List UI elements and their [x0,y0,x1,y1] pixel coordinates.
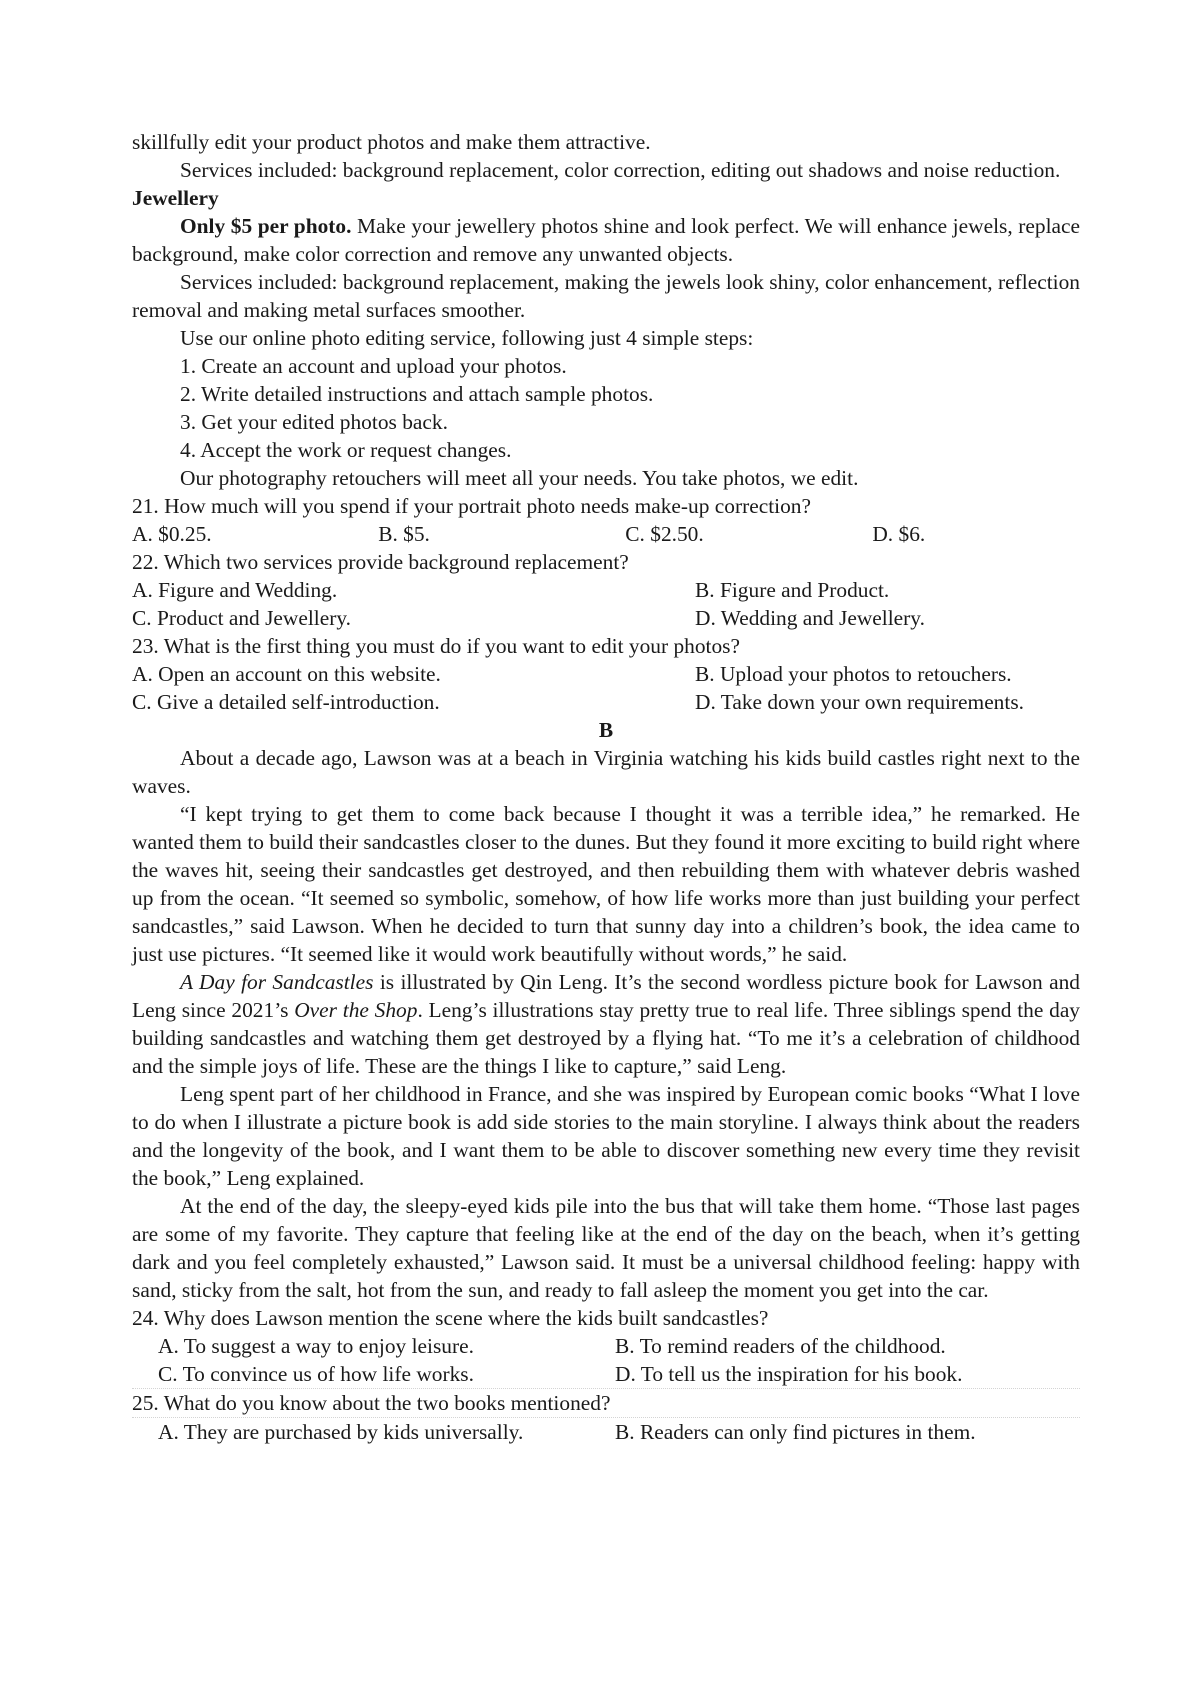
step-item: 2. Write detailed instructions and attach sample photos. [180,382,654,406]
question-25-stem: 25. What do you know about the two books mentioned? [132,1389,1080,1418]
option-a: A. Figure and Wedding. [132,578,338,602]
jewellery-desc [132,212,1080,268]
question-22-options-row2 [132,604,1080,632]
option-a: A. To suggest a way to enjoy leisure. [158,1334,474,1358]
intro-tail: skillfully edit your product photos and make them attractive. [132,130,651,154]
closing: Our photography retouchers will meet all your needs. You take photos, we edit. [180,466,859,490]
question-23-stem: 23. What is the first thing you must do if you want to edit your photos? [132,634,740,658]
option-c: C. Give a detailed self-introduction. [132,690,440,714]
option-c: C. To convince us of how life works. [158,1362,474,1386]
question-24-stem: 24. Why does Lawson mention the scene where the kids built sandcastles? [132,1306,769,1330]
option-c: C. $2.50. [625,522,704,546]
question-23-options-row1 [132,660,1080,688]
question-23-options-row2 [132,688,1080,716]
jewellery-desc-text: Make your jewellery photos shine and look perfect. We will enhance jewels, replace background, make color correction and remove any unwanted objects. [132,214,1080,266]
question-25-options-row1 [132,1418,1080,1446]
book-title: A Day for Sandcastles [180,970,374,994]
step-item: 1. Create an account and upload your photos. [180,354,567,378]
option-b: B. Readers can only find pictures in them. [615,1420,976,1444]
jewellery-services: Services included: background replacement, making the jewels look shiny, color enhancement, reflection removal and making metal surfaces smoother. [132,270,1080,322]
option-b: B. Figure and Product. [695,578,890,602]
step-item: 4. Accept the work or request changes. [180,438,512,462]
product-services: Services included: background replacement, color correction, editing out shadows and noise reduction. [180,158,1061,182]
section-b-heading: B [598,718,614,742]
question-22-options-row1 [132,576,1080,604]
option-d: D. To tell us the inspiration for his book. [615,1362,963,1386]
jewellery-price: Only $5 per photo. [180,214,352,238]
option-a: A. They are purchased by kids universally. [158,1420,524,1444]
exam-page [132,128,1080,1446]
passage-paragraph-2: “I kept trying to get them to come back because I thought it was a terrible idea,” he remarked. He wanted them to build their sandcastles closer to the dunes. But they found it more exciting to build right where the waves hit, seeing their sandcastles get destroyed, and then rebuilding them with whatever debris washed up from the ocean. “It seemed so symbolic, somehow, of how life works more than just building your perfect sandcastles,” said Lawson. When he decided to turn that sunny day into a children’s book, the idea came to just use pictures. “It seemed like it would work beautifully without words,” he said. [132,802,1080,966]
option-a: A. Open an account on this website. [132,662,441,686]
passage-paragraph-1: About a decade ago, Lawson was at a beach in Virginia watching his kids build castles right next to the waves. [132,746,1080,798]
option-b: B. Upload your photos to retouchers. [695,662,1012,686]
option-a: A. $0.25. [132,522,212,546]
question-22-stem: 22. Which two services provide background replacement? [132,550,629,574]
passage-paragraph-4: Leng spent part of her childhood in France, and she was inspired by European comic books “What I love to do when I illustrate a picture book is add side stories to the main storyline. I always think about the readers and the longevity of the book, and I want them to be able to discover something new every time they revisit the book,” Leng explained. [132,1082,1080,1190]
option-d: D. Take down your own requirements. [695,690,1024,714]
option-d: D. $6. [872,522,926,546]
passage-paragraph-5: At the end of the day, the sleepy-eyed kids pile into the bus that will take them home. “Those last pages are some of my favorite. They capture that feeling like at the end of the day on the beach, when it’s getting dark and you feel completely exhausted,” Lawson said. It must be a universal childhood feeling: happy with sand, sticky from the salt, hot from the sun, and ready to fall asleep the moment you get into the car. [132,1194,1080,1302]
steps-intro: Use our online photo editing service, following just 4 simple steps: [180,326,754,350]
question-21-stem: 21. How much will you spend if your portrait photo needs make-up correction? [132,494,811,518]
book-title: Over the Shop [294,998,418,1022]
question-24-options-row2 [132,1360,1080,1389]
option-d: D. Wedding and Jewellery. [695,606,925,630]
option-b: B. $5. [378,522,430,546]
passage-text: . Leng’s illustrations stay pretty true to real life. Three siblings spend the day building sandcastles and watching them get destroyed by a flying hat. “To me it’s a celebration of childhood and the simple joys of life. These are the things I like to capture,” said Leng. [132,998,1081,1078]
passage-paragraph-3 [132,968,1080,1080]
jewellery-heading: Jewellery [132,186,219,210]
question-24-options-row1 [132,1332,1080,1360]
passage-text: is illustrated by Qin Leng. It’s the second wordless picture book for Lawson and Leng since 2021’s [132,970,1080,1022]
step-item: 3. Get your edited photos back. [180,410,448,434]
question-21-options [132,520,1080,548]
option-b: B. To remind readers of the childhood. [615,1334,946,1358]
option-c: C. Product and Jewellery. [132,606,352,630]
